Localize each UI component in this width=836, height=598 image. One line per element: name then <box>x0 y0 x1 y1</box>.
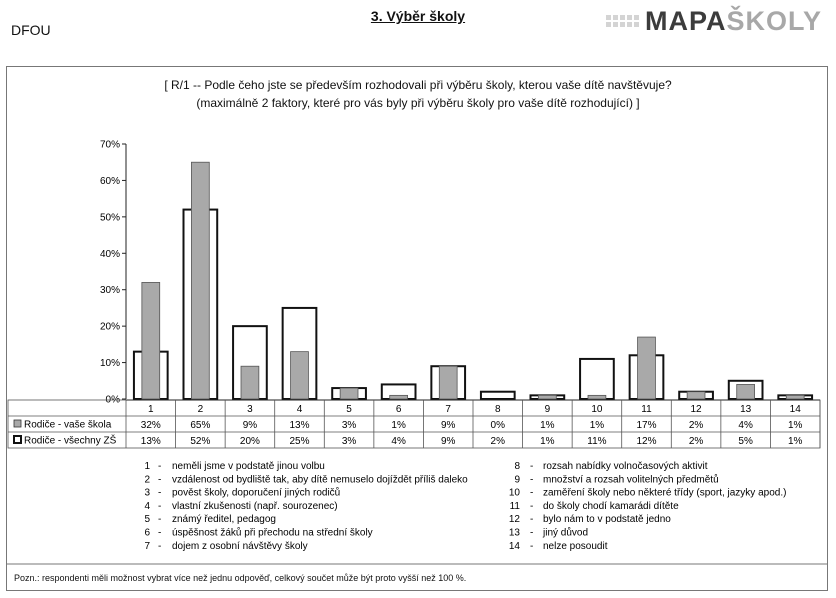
data-label-series1: 9% <box>242 420 258 431</box>
bar-series2 <box>481 392 515 399</box>
data-label-series2: 20% <box>239 436 260 447</box>
data-label-series2: 5% <box>738 436 753 447</box>
legend-item-text: dojem z osobní návštěvy školy <box>172 540 308 552</box>
logo-text-part2: ŠKOLY <box>726 5 822 36</box>
legend-item-text: bylo nám to v podstatě jedno <box>543 514 671 526</box>
legend-item-number: 2 <box>144 474 150 486</box>
x-tick-label: 10 <box>591 404 603 415</box>
data-label-series1: 2% <box>688 420 704 431</box>
legend-item-number: 14 <box>508 540 520 552</box>
x-tick-label: 9 <box>544 404 551 415</box>
legend-item-dash: - <box>158 474 162 486</box>
data-label-series2: 1% <box>540 436 555 447</box>
data-label-series1: 3% <box>341 420 357 431</box>
question-line-1: [ R/1 -- Podle čeho jste se především rozhodovali při výběru školy, kterou vaše dítě navštěvuje? <box>164 78 672 92</box>
x-tick-label: 2 <box>197 404 204 415</box>
legend-item-dash: - <box>158 527 162 539</box>
y-tick-label: 20% <box>99 321 120 333</box>
legend-item-number: 10 <box>508 487 520 499</box>
legend-item-dash: - <box>158 540 162 552</box>
legend-item-dash: - <box>158 461 162 472</box>
legend-item-text: do školy chodí kamarádi dítěte <box>543 500 679 512</box>
legend-item-number: 7 <box>144 540 150 552</box>
y-tick-label: 60% <box>99 175 120 187</box>
data-label-series1: 4% <box>738 420 753 431</box>
legend-item-text: zaměření školy nebo některé třídy (sport, jazyky apod.) <box>543 487 787 499</box>
legend-item-number: 5 <box>144 514 150 526</box>
bar-series1 <box>638 337 656 399</box>
bar-series1 <box>142 282 160 399</box>
data-label-series2: 2% <box>490 436 506 447</box>
data-label-series1: 1% <box>787 420 803 431</box>
y-tick-label: 30% <box>99 285 120 297</box>
x-tick-label: 8 <box>495 404 501 415</box>
data-label-series1: 1% <box>589 420 605 431</box>
data-label-series2: 4% <box>391 436 406 447</box>
bar-series1 <box>786 395 804 399</box>
legend-item-text: úspěšnost žáků při přechodu na střední školy <box>172 527 373 539</box>
x-tick-label: 13 <box>740 404 752 415</box>
legend-item-dash: - <box>158 500 162 512</box>
legend-item-number: 11 <box>509 500 520 512</box>
legend-item-number: 12 <box>508 514 520 526</box>
bar-series1 <box>687 392 705 399</box>
legend-item-dash: - <box>530 474 534 486</box>
legend-item-number: 8 <box>514 461 520 472</box>
legend-item-text: množství a rozsah volitelných předmětů <box>543 474 719 486</box>
data-label-series1: 1% <box>540 420 555 431</box>
legend-item-text: známý ředitel, pedagog <box>172 514 276 526</box>
legend-item-dash: - <box>530 500 534 512</box>
y-tick-label: 70% <box>99 139 120 151</box>
data-label-series2: 11% <box>587 436 607 447</box>
y-tick-label: 0% <box>105 394 120 406</box>
x-tick-label: 6 <box>395 404 402 415</box>
legend-swatch-series1 <box>14 420 21 427</box>
legend-item-text: rozsah nabídky volnočasových aktivit <box>543 461 708 472</box>
data-label-series2: 9% <box>440 436 456 447</box>
bar-series1 <box>538 395 556 399</box>
legend-item-number: 1 <box>144 461 150 472</box>
data-label-series2: 12% <box>636 436 657 447</box>
bar-series1 <box>439 366 457 399</box>
bar-series2 <box>580 359 614 399</box>
bar-series1 <box>241 366 259 399</box>
data-label-series1: 32% <box>140 420 161 431</box>
legend-item-number: 4 <box>144 500 150 512</box>
x-tick-label: 4 <box>296 404 303 415</box>
y-tick-label: 50% <box>99 212 120 224</box>
data-label-series1: 17% <box>636 420 657 431</box>
legend-item-number: 3 <box>144 487 150 499</box>
legend-item-text: pověst školy, doporučení jiných rodičů <box>172 487 341 499</box>
x-tick-label: 14 <box>789 404 801 415</box>
page-title: 3. Výběr školy <box>370 8 466 24</box>
data-label-series1: 9% <box>440 420 456 431</box>
bar-series1 <box>191 162 209 399</box>
legend-item-number: 6 <box>144 527 150 539</box>
data-label-series2: 1% <box>787 436 803 447</box>
legend-item-dash: - <box>530 461 534 472</box>
x-tick-label: 1 <box>148 404 154 415</box>
bar-series1 <box>291 352 309 399</box>
x-tick-label: 7 <box>445 404 451 415</box>
y-tick-label: 40% <box>99 248 120 260</box>
footnote: Pozn.: respondenti měli možnost vybrat více než jednu odpověď, celkový součet může být proto vyšší než 100 %. <box>14 573 467 583</box>
legend-item-dash: - <box>530 514 534 526</box>
legend-item-text: jiný důvod <box>543 527 589 539</box>
data-label-series1: 13% <box>289 420 310 431</box>
data-label-series2: 2% <box>688 436 704 447</box>
data-label-series2: 13% <box>140 436 161 447</box>
legend-item-number: 13 <box>508 527 520 539</box>
legend-item-dash: - <box>158 514 162 526</box>
bar-series1 <box>340 388 358 399</box>
data-label-series1: 0% <box>490 420 506 431</box>
question-line-2: (maximálně 2 faktory, které pro vás byly při výběru školy pro vaše dítě rozhodující) ] <box>196 96 640 110</box>
legend-item-text: nelze posoudit <box>543 540 608 552</box>
data-label-series1: 65% <box>190 420 211 431</box>
x-tick-label: 5 <box>346 404 352 415</box>
x-tick-label: 3 <box>247 404 253 415</box>
y-tick-label: 10% <box>99 358 120 370</box>
legend-label-series2: Rodiče - všechny ZŠ <box>24 435 117 447</box>
legend-item-dash: - <box>530 487 534 499</box>
legend-item-number: 9 <box>514 474 520 486</box>
data-label-series2: 52% <box>190 436 211 447</box>
legend-item-dash: - <box>530 540 534 552</box>
school-code: DFOU <box>11 22 51 38</box>
logo-text-part1: MAPA <box>644 5 727 36</box>
legend-item-text: neměli jsme v podstatě jinou volbu <box>172 461 325 472</box>
legend-item-dash: - <box>530 527 534 539</box>
legend-label-series1: Rodiče - vaše škola <box>24 419 112 431</box>
bar-series1 <box>737 384 755 399</box>
bar-series1 <box>588 395 606 399</box>
x-tick-label: 12 <box>690 404 702 415</box>
x-tick-label: 11 <box>641 404 652 415</box>
data-label-series2: 3% <box>341 436 357 447</box>
legend-swatch-series2 <box>14 436 21 443</box>
legend-item-text: vlastní zkušenosti (např. sourozenec) <box>172 500 338 512</box>
legend-item-dash: - <box>158 487 162 499</box>
data-label-series2: 25% <box>289 436 310 447</box>
legend-item-text: vzdálenost od bydliště tak, aby dítě nemuselo dojíždět příliš daleko <box>172 474 468 486</box>
data-label-series1: 1% <box>391 420 406 431</box>
bar-series1 <box>390 395 408 399</box>
